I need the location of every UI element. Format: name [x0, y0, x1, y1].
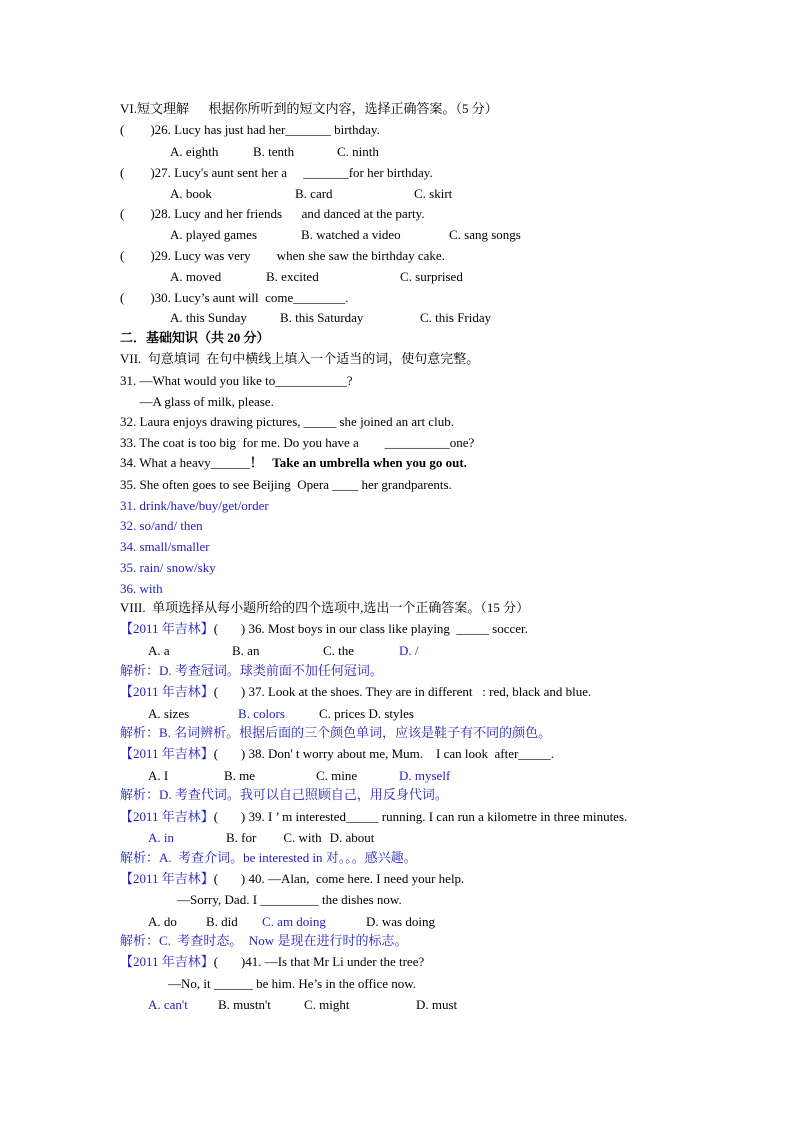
question-29: ( )29. Lucy was very when she saw the birthday cake.	[120, 248, 445, 263]
question-41-text: ( )41. —Is that Mr Li under the tree?	[213, 954, 425, 969]
q39-option-b: B. for	[226, 830, 257, 845]
question-41	[120, 954, 424, 970]
q36-explanation: 解析：D. 考查冠词。球类前面不加任何冠词。	[120, 663, 383, 678]
question-39-text: ( ) 39. I ’ m interested_____ running. I can run a kilometre in three minutes.	[213, 809, 628, 824]
q29-option-a: A. moved	[170, 269, 222, 284]
q38-option-c: C. mine	[316, 768, 358, 783]
q30-option-c: C. this Friday	[420, 310, 492, 325]
question-40-line-2: —Sorry, Dad. I _________ the dishes now.	[177, 892, 402, 907]
q26-option-a: A. eighth	[170, 144, 219, 159]
q39-option-c: C. with	[283, 830, 322, 845]
q30-option-a: A. this Sunday	[170, 310, 247, 325]
q28-option-b: B. watched a video	[301, 227, 401, 242]
q40-option-a: A. do	[148, 914, 177, 929]
question-27: ( )27. Lucy's aunt sent her a _______for her birthday.	[120, 165, 433, 180]
section-7-title: VII. 句意填词 在句中横线上填入一个适当的词，使句意完整。	[120, 351, 480, 366]
q39-option-a: A. in	[148, 830, 174, 845]
section-8-title: VIII. 单项选择从每小题所给的四个选项中,选出一个正确答案。（15 分）	[120, 600, 530, 615]
q39-explanation: 解析：A. 考查介词。be interested in 对。。。感兴趣。	[120, 850, 417, 865]
q39-option-d: D. about	[329, 830, 375, 845]
q38-option-d: D. myself	[399, 768, 451, 783]
q36-option-a: A. a	[148, 643, 170, 658]
question-38	[120, 746, 554, 762]
source-tag: 【2011 年吉林】	[120, 871, 214, 886]
q27-option-a: A. book	[170, 186, 212, 201]
answer-36: 36. with	[120, 581, 163, 596]
question-30: ( )30. Lucy’s aunt will come________.	[120, 290, 349, 305]
q37-explanation: 解析：B. 名词辨析。根据后面的三个颜色单词，应该是鞋子有不同的颜色。	[120, 725, 552, 740]
q41-option-d: D. must	[416, 997, 458, 1012]
q29-option-b: B. excited	[266, 269, 319, 284]
q36-option-c: C. the	[323, 643, 355, 658]
q27-option-c: C. skirt	[414, 186, 453, 201]
source-tag: 【2011 年吉林】	[120, 746, 214, 761]
question-33: 33. The coat is too big for me. Do you have a __________one?	[120, 435, 475, 450]
question-34-end: ！ Take an umbrella when you go out.	[249, 455, 467, 470]
question-36-text: ( ) 36. Most boys in our class like playing _____ soccer.	[213, 621, 528, 636]
q41-option-a: A. can't	[148, 997, 188, 1012]
source-tag: 【2011 年吉林】	[120, 954, 214, 969]
question-40	[120, 871, 464, 887]
q37-option-c: C. prices D. styles	[319, 706, 414, 721]
q36-option-d: D. /	[399, 643, 419, 658]
question-40-text: ( ) 40. —Alan, come here. I need your help.	[213, 871, 465, 886]
question-39	[120, 809, 627, 825]
q37-option-a: A. sizes	[148, 706, 190, 721]
source-tag: 【2011 年吉林】	[120, 684, 214, 699]
answer-34: 34. small/smaller	[120, 539, 210, 554]
q26-option-c: C. ninth	[337, 144, 379, 159]
question-37-text: ( ) 37. Look at the shoes. They are in different : red, black and blue.	[213, 684, 592, 699]
question-31-answer-line: —A glass of milk, please.	[120, 394, 274, 409]
source-tag: 【2011 年吉林】	[120, 809, 214, 824]
q39-options	[148, 830, 374, 846]
question-32: 32. Laura enjoys drawing pictures, _____ she joined an art club.	[120, 414, 454, 429]
q28-option-c: C. sang songs	[449, 227, 521, 242]
question-37	[120, 684, 591, 700]
section-6-title: VI.短文理解 根据你所听到的短文内容，选择正确答案。（5 分）	[120, 101, 498, 116]
source-tag: 【2011 年吉林】	[120, 621, 214, 636]
question-41-line-2: —No, it ______ be him. He’s in the office now.	[168, 976, 417, 991]
q40-option-c: C. am doing	[262, 914, 326, 929]
q26-option-b: B. tenth	[253, 144, 295, 159]
q40-option-b: B. did	[206, 914, 238, 929]
answer-32: 32. so/and/ then	[120, 518, 203, 533]
q38-option-a: A. I	[148, 768, 169, 783]
q38-explanation: 解析：D. 考查代词。我可以自己照顾自己，用反身代词。	[120, 787, 448, 802]
question-35: 35. She often goes to see Beijing Opera ____ her grandparents.	[120, 477, 452, 492]
q41-option-c: C. might	[304, 997, 350, 1012]
q29-option-c: C. surprised	[400, 269, 463, 284]
question-26: ( )26. Lucy has just had her_______ birthday.	[120, 122, 380, 137]
question-38-text: ( ) 38. Don' t worry about me, Mum. I can look after_____.	[213, 746, 555, 761]
q36-option-b: B. an	[232, 643, 260, 658]
q40-option-d: D. was doing	[366, 914, 435, 929]
answer-35: 35. rain/ snow/sky	[120, 560, 216, 575]
answer-31: 31. drink/have/buy/get/order	[120, 498, 269, 513]
q37-option-b: B. colors	[238, 706, 285, 721]
question-36	[120, 621, 528, 637]
part-2-title: 二．基础知识（共 20 分）	[120, 330, 270, 345]
q28-option-a: A. played games	[170, 227, 258, 242]
question-34	[120, 455, 467, 471]
q41-option-b: B. mustn't	[218, 997, 271, 1012]
question-34-start: 34. What a heavy______	[120, 455, 250, 470]
q27-option-b: B. card	[295, 186, 333, 201]
q38-option-b: B. me	[224, 768, 256, 783]
question-28: ( )28. Lucy and her friends and danced at the party.	[120, 206, 425, 221]
q30-option-b: B. this Saturday	[280, 310, 364, 325]
question-31: 31. —What would you like to___________?	[120, 373, 353, 388]
q40-explanation: 解析：C. 考查时态。 Now 是现在进行时的标志。	[120, 933, 408, 948]
